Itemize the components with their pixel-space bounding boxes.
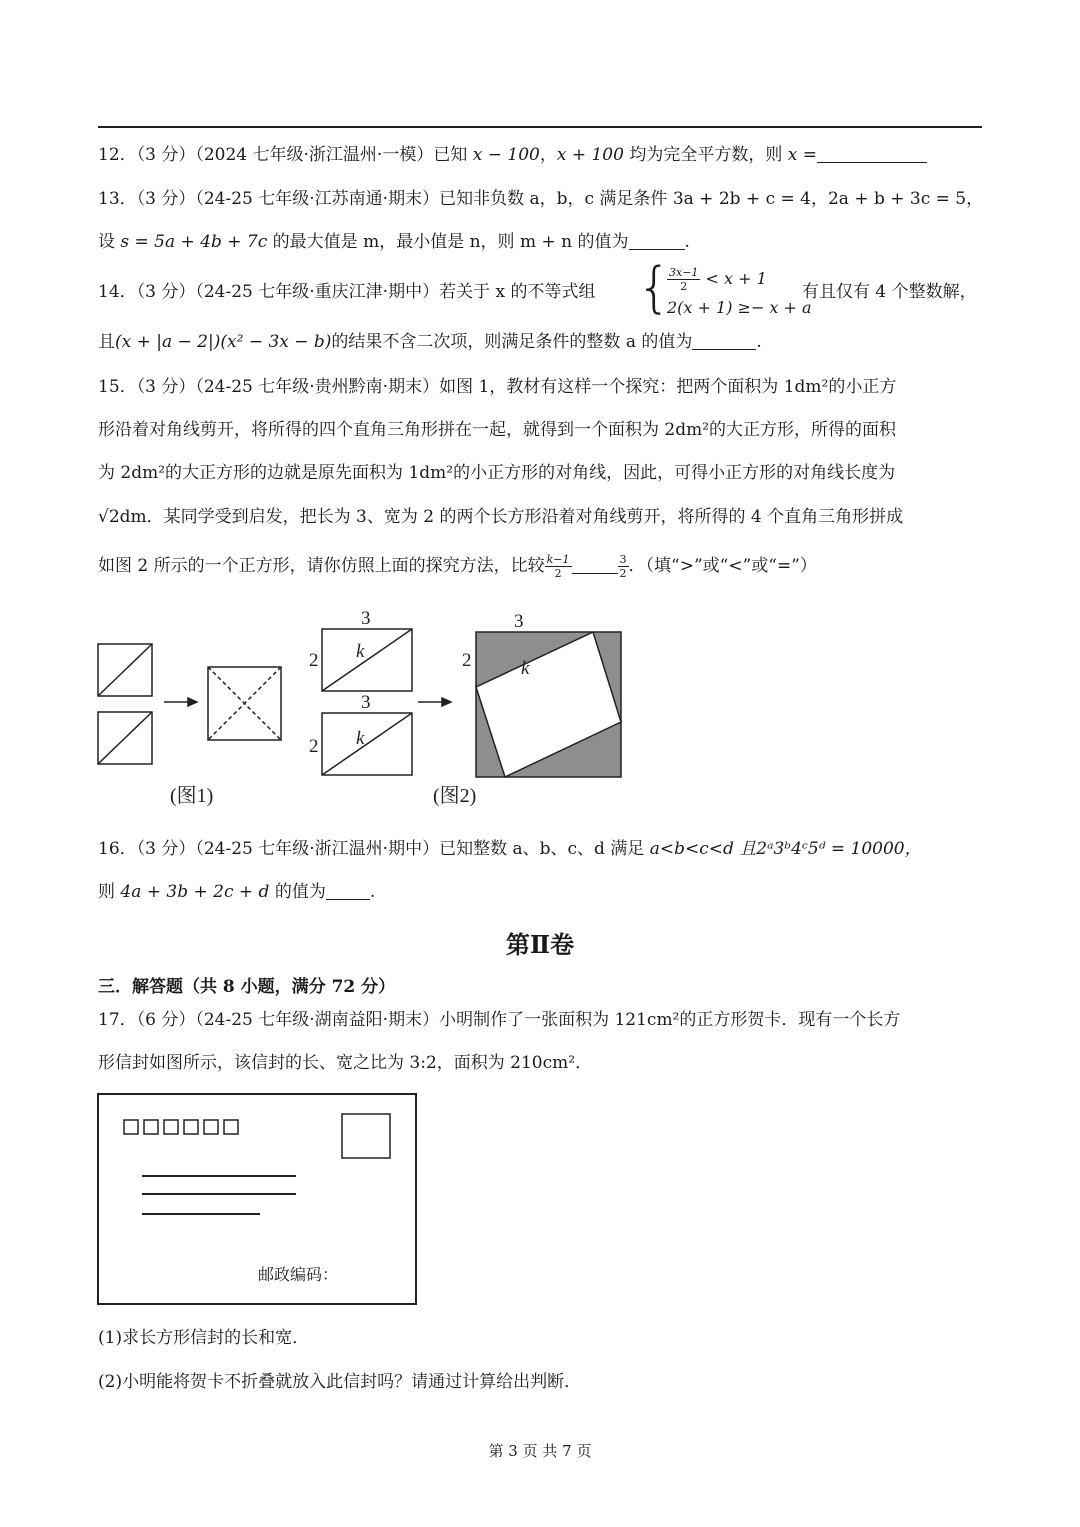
header-rule: [98, 126, 982, 128]
svg-text:k: k: [356, 728, 365, 749]
question-15-line3: 为 2dm²的大正方形的边就是原先面积为 1dm²的小正方形的对角线，因此，可得小正方形的对角线长度为: [98, 463, 896, 483]
question-14-line1: 14．（3 分）（24-25 七年级·重庆江津·期中）若关于 x 的不等式组: [98, 282, 596, 302]
part2-title: 第Ⅱ卷: [505, 930, 575, 959]
arrow-icon: [164, 698, 451, 706]
question-17-sub2: (2)小明能将贺卡不折叠就放入此信封吗？请通过计算给出判断．: [98, 1372, 582, 1392]
svg-text:(图2): (图2): [433, 785, 477, 807]
question-12: 12．（3 分）（2024 七年级·浙江温州·一模）已知 x − 100，x + 100 均为完全平方数，则 x =: [98, 143, 982, 167]
answer-blank: [572, 555, 618, 574]
svg-text:邮政编码：: 邮政编码：: [258, 1267, 339, 1284]
answer-blank: [629, 231, 685, 250]
question-17-sub1: (1)求长方形信封的长和宽．: [98, 1328, 310, 1348]
question-17-line2: 形信封如图所示，该信封的长、宽之比为 3:2，面积为 210cm²．: [98, 1053, 593, 1073]
fraction: $\frac{3}{2}$: [619, 553, 627, 580]
question-13-line2: 设 s = 5a + 4b + 7c 的最大值是 m，最小值是 n，则 m + n 的值为 .: [98, 232, 690, 252]
section-heading: 三．解答题（共 8 小题，满分 72 分）: [98, 977, 396, 997]
svg-text:k: k: [356, 641, 365, 662]
svg-text:k: k: [521, 658, 530, 679]
answer-blank: [692, 331, 756, 350]
question-13-line1: 13．（3 分）（24-25 七年级·江苏南通·期末）已知非负数 a，b，c 满足条件 3a + 2b + c = 4，2a + b + 3c = 5，: [98, 189, 984, 209]
svg-text:2: 2: [309, 650, 319, 671]
question-15-line5: 如图 2 所示的一个正方形，请你仿照上面的探究方法，比较 $\frac{k-1}{2}$ $\frac{3}{2}$ ．（填“>”或“<”或“=”）: [98, 553, 817, 580]
fraction: $\frac{3x-1}{2}$: [669, 266, 699, 293]
envelope-figure: [96, 1092, 420, 1308]
svg-text:2: 2: [462, 650, 472, 671]
question-14-line2: 且(x + |a − 2|)(x² − 3x − b)的结果不含二次项，则满足条件的整数 a 的值为 .: [98, 332, 762, 352]
left-brace: {: [637, 256, 672, 319]
question-17-line1: 17．（6 分）（24-25 七年级·湖南益阳·期末）小明制作了一张面积为 121cm²的正方形贺卡．现有一个长方: [98, 1010, 901, 1030]
svg-text:3: 3: [361, 692, 371, 713]
question-16-line1: 16．（3 分）（24-25 七年级·浙江温州·期中）已知整数 a、b、c、d 满足 a<b<c<d 且2ᵃ3ᵇ4ᶜ5ᵈ = 10000，: [98, 839, 922, 859]
question-15-line2: 形沿着对角线剪开，将所得的四个直角三角形拼在一起，就得到一个面积为 2dm²的大正方形，所得的面积: [98, 420, 897, 440]
figure-area: [0, 600, 1080, 815]
answer-blank: [326, 881, 370, 900]
inequality-system: { $\frac{3x-1}{2}$ < x + 1 2(x + 1) ≥− x + a: [637, 256, 812, 319]
page-footer: 第 3 页 共 7 页: [488, 1442, 592, 1460]
fraction: $\frac{k-1}{2}$: [546, 553, 570, 580]
svg-text:(图1): (图1): [170, 785, 214, 807]
svg-text:3: 3: [361, 608, 371, 629]
answer-blank: [817, 144, 927, 163]
envelope: [98, 1094, 416, 1304]
question-16-line2: 则 4a + 3b + 2c + d 的值为 .: [98, 882, 376, 902]
svg-text:2: 2: [309, 736, 319, 757]
question-15-line1: 15．（3 分）（24-25 七年级·贵州黔南·期末）如图 1，教材有这样一个探究：把两个面积为 1dm²的小正方: [98, 377, 897, 397]
question-14-line1-tail: 有且仅有 4 个整数解，: [802, 282, 977, 302]
question-15-line4: √2dm．某同学受到启发，把长为 3、宽为 2 的两个长方形沿着对角线剪开，将所得的 4 个直角三角形拼成: [98, 507, 904, 527]
svg-text:3: 3: [514, 611, 524, 632]
